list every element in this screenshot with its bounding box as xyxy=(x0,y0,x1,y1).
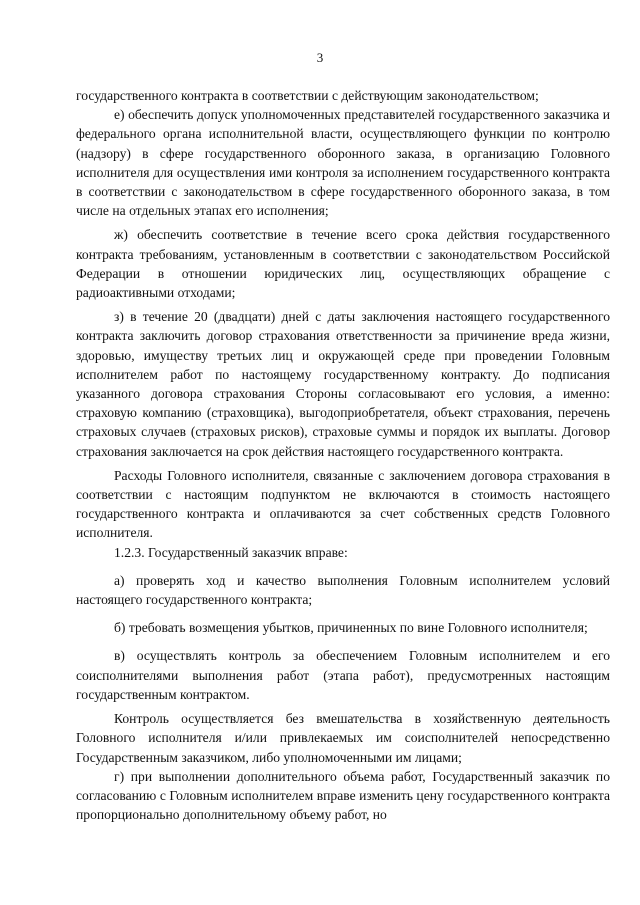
document-body xyxy=(76,86,610,824)
paragraph-control: Контроль осуществляется без вмешательства в хозяйственную деятельность Головного исполнителя и/или привлекаемых им соисполнителей непосредственно Государственным заказчиком, либо уполномоченными им лицами; xyxy=(76,711,610,765)
paragraph-item-a: а) проверять ход и качество выполнения Головным исполнителем условий настоящего государственного контракта; xyxy=(76,572,610,608)
paragraph-section-1-2-3: 1.2.3. Государственный заказчик вправе: xyxy=(114,544,348,560)
paragraph-item-z: з) в течение 20 (двадцати) дней с даты заключения настоящего государственного контракта заключить договор страхования ответственности за причинение вреда жизни, здоровью, имуществу третьих лиц и окружающей среде при проведении Головным исполнителем работ по настоящему государственному контракту. До подписания указанного договора страхования Стороны согласовывают его условия, а именно: страховую компанию (страховщика), выгодоприобретателя, объект страхования, перечень страховых случаев (страховых рисков), страховые суммы и порядок их выплаты. Договор страхования заключается на срок действия настоящего государственного контракта. xyxy=(76,309,610,459)
paragraph-item-e: е) обеспечить допуск уполномоченных представителей государственного заказчика и федерального органа исполнительной власти, осуществляющего функции по контролю (надзору) в сфере государственного оборонного заказа, в организацию Головного исполнителя для осуществления ими контроля за исполнением государственного контракта в соответствии с законодательством в сфере государственного оборонного заказа, в том числе на отдельных этапах его исполнения; xyxy=(76,107,610,219)
paragraph-item-g: г) при выполнении дополнительного объема работ, Государственный заказчик по согласованию с Головным исполнителем вправе изменить цену государственного контракта пропорционально дополнительному объему работ, но xyxy=(76,768,610,823)
page-number: 3 xyxy=(316,50,324,65)
paragraph-item-zh: ж) обеспечить соответствие в течение всего срока действия государственного контракта требованиям, установленным в соответствии с законодательством Российской Федерации в отношении юридических лиц, осуществляющих обращение с радиоактивными отходами; xyxy=(76,227,610,301)
paragraph-item-b: б) требовать возмещения убытков, причиненных по вине Головного исполнителя; xyxy=(114,620,588,636)
paragraph-contract-continuation: государственного контракта в соответствии с действующим законодательством; xyxy=(76,88,539,103)
paragraph-insurance-costs: Расходы Головного исполнителя, связанные с заключением договора страхования в соответствии с настоящим подпунктом не включаются в стоимость настоящего государственного контракта и оплачиваются за счет собственных средств Головного исполнителя. xyxy=(76,467,610,541)
paragraph-item-v: в) осуществлять контроль за обеспечением Головным исполнителем и его соисполнителями выполнения работ (этапа работ), предусмотренных настоящим государственным контрактом. xyxy=(76,648,610,702)
